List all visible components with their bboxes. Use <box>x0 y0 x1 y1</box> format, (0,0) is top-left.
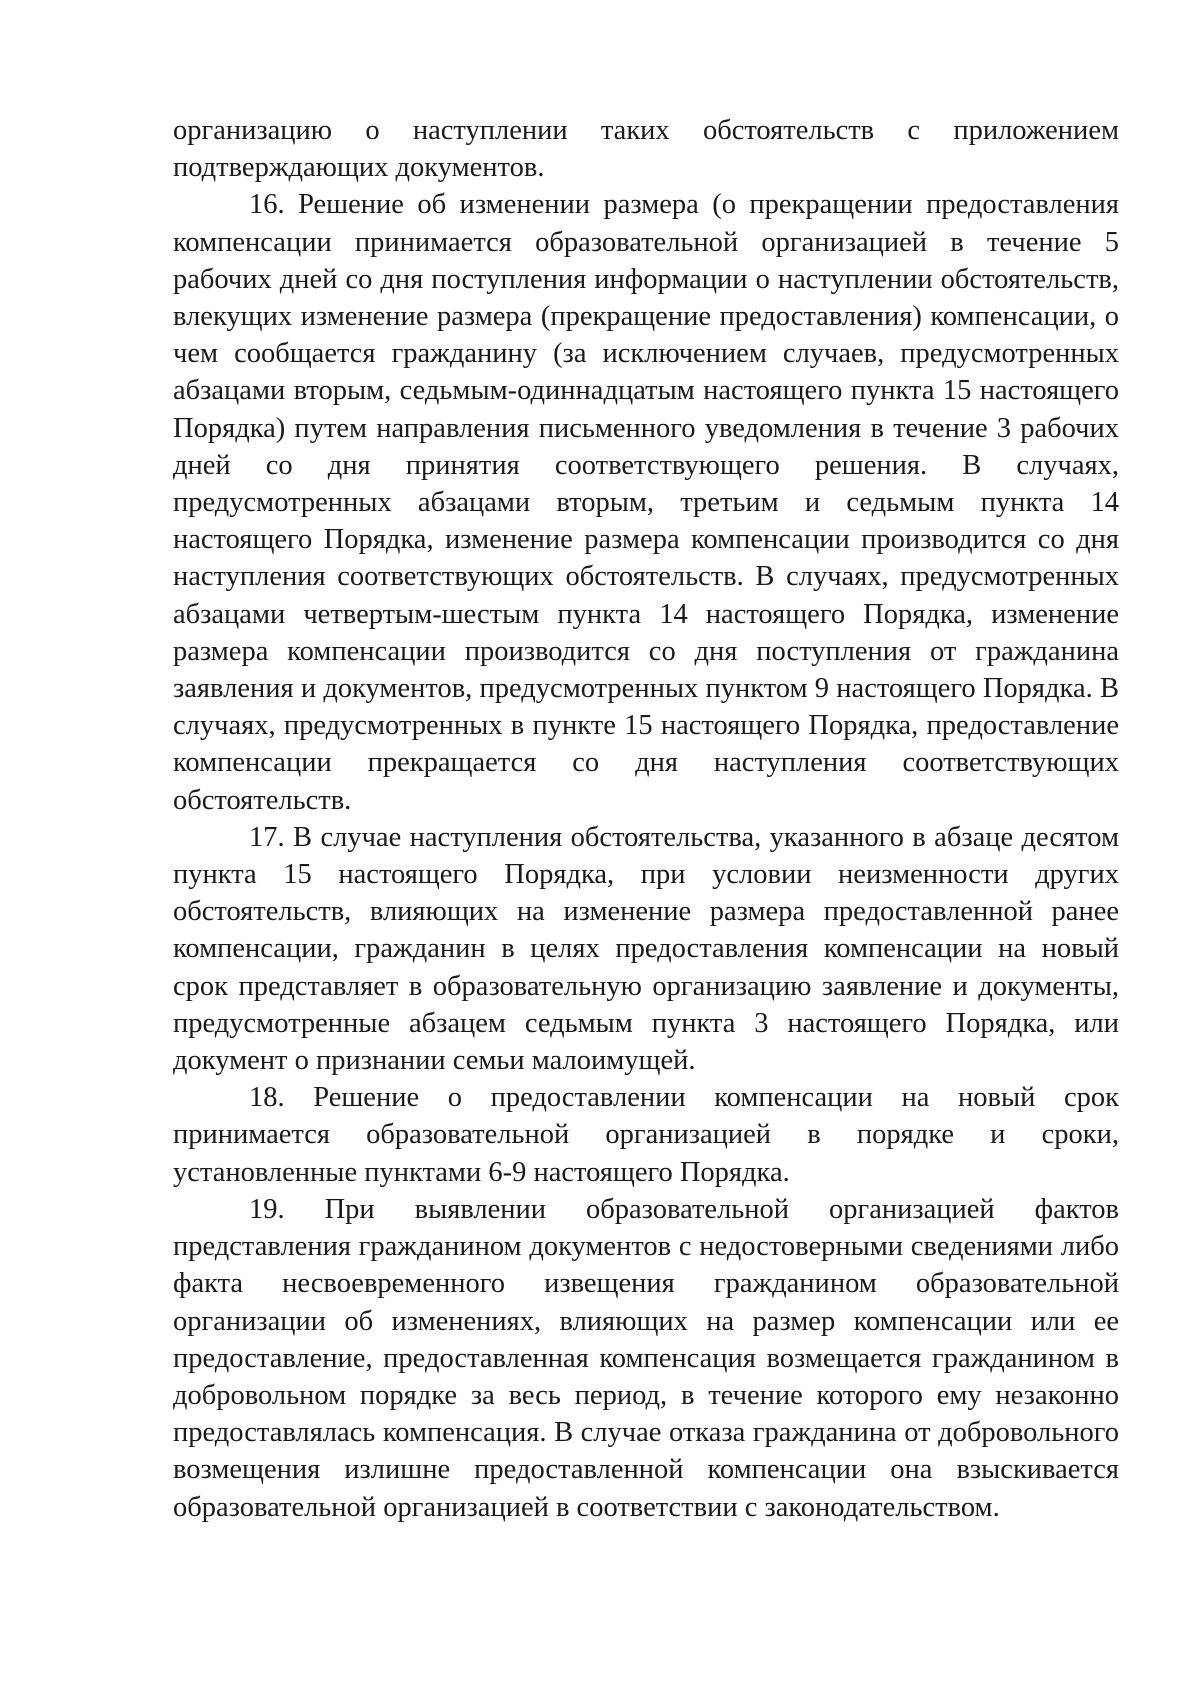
paragraph-item-17: 17. В случае наступления обстоятельства, указанного в абзаце десятом пункта 15 настоящего Порядка, при условии неизменности других обстоятельств, влияющих на изменение размера предоставленной ранее компенсации, гражданин в целях предоставления компенсации на новый срок представляет в образовательную организацию заявление и документы, предусмотренные абзацем седьмым пункта 3 настоящего Порядка, или документ о признании семьи малоимущей. <box>173 821 1119 1077</box>
paragraph-item-19: 19. При выявлении образовательной организацией фактов представления гражданином документов с недостоверными сведениями либо факта несвоевременного извещения гражданином образовательной организации об изменениях, влияющих на размер компенсации или ее предоставление, предоставленная компенсация возмещается гражданином в добровольном порядке за весь период, в течение которого ему незаконно предоставлялась компенсация. В случае отказа гражданина от добровольного возмещения излишне предоставленной компенсации она взыскивается образовательной организацией в соответствии с законодательством. <box>173 1193 1119 1523</box>
paragraph-item-18: 18. Решение о предоставлении компенсации на новый срок принимается образовательной организацией в порядке и сроки, установленные пунктами 6-9 настоящего Порядка. <box>173 1082 1119 1188</box>
paragraph-item-16: 16. Решение об изменении размера (о прекращении предоставления компенсации принимается образовательной организацией в течение 5 рабочих дней со дня поступления информации о наступлении обстоятельств, влекущих изменение размера (прекращение предоставления) компенсации, о чем сообщается гражданину (за исключением случаев, предусмотренных абзацами вторым, седьмым-одиннадцатым настоящего пункта 15 настоящего Порядка) путем направления письменного уведомления в течение 3 рабочих дней со дня принятия соответствующего решения. В случаях, предусмотренных абзацами вторым, третьим и седьмым пункта 14 настоящего Порядка, изменение размера компенсации производится со дня наступления соответствующих обстоятельств. В случаях, предусмотренных абзацами четвертым-шестым пункта 14 настоящего Порядка, изменение размера компенсации производится со дня поступления от гражданина заявления и документов, предусмотренных пунктом 9 настоящего Порядка. В случаях, предусмотренных в пункте 15 настоящего Порядка, предоставление компенсации прекращается со дня наступления соответствующих обстоятельств. <box>173 189 1119 816</box>
document-body <box>173 112 1119 1526</box>
paragraph-continuation: организацию о наступлении таких обстоятельств с приложением подтверждающих документов. <box>173 115 1119 184</box>
